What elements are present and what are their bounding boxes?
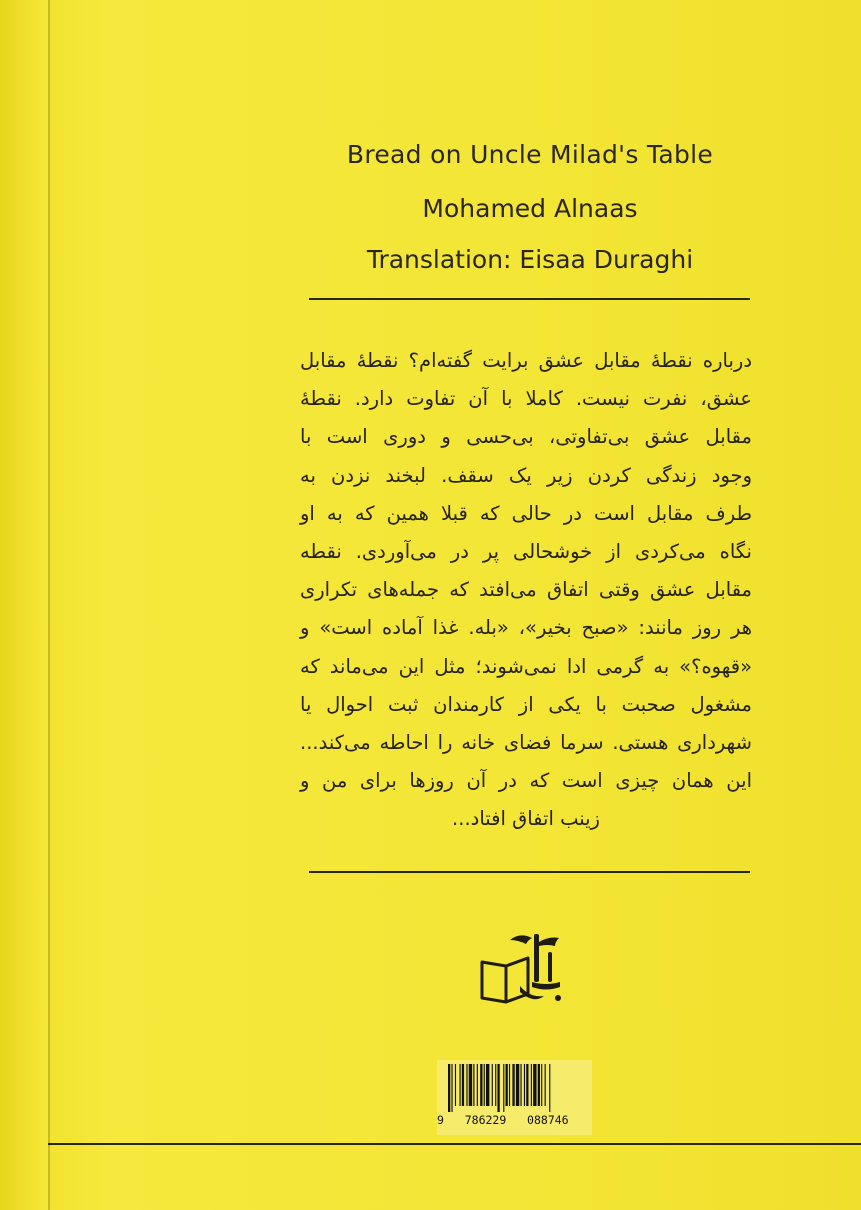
- blurb-line: عشق، نفرت نیست. کاملا با آن تفاوت دارد. نقطهٔ: [300, 387, 752, 411]
- barcode-bar: [462, 1064, 464, 1106]
- barcode-bar: [524, 1064, 525, 1106]
- top-divider: [309, 298, 750, 300]
- barcode-bar: [477, 1064, 478, 1106]
- barcode-bar: [549, 1064, 550, 1112]
- blurb-line: نگاه می‌کردی از خوشحالی پر در می‌آوردی. نقطه: [300, 540, 752, 564]
- author-name: Mohamed Alnaas: [422, 194, 638, 223]
- blurb-line: مشغول صحبت با یکی از کارمندان ثبت احوال یا: [300, 692, 752, 716]
- barcode-digits: [437, 1113, 592, 1127]
- barcode-bar: [484, 1064, 485, 1106]
- barcode-bar: [520, 1064, 521, 1106]
- spine-fold-line: [48, 0, 50, 1210]
- barcode-digit-prefix: 9: [437, 1113, 444, 1127]
- barcode-digits-right: 088746: [527, 1113, 569, 1127]
- blurb-line: مقابل عشق بی‌تفاوتی، بی‌حسی و دوری است با: [300, 425, 752, 449]
- barcode-bar: [503, 1064, 504, 1112]
- barcode-bar: [495, 1064, 496, 1106]
- blurb-text: [300, 342, 752, 839]
- blurb-line: درباره نقطهٔ مقابل عشق برایت گفته‌ام؟ نقطهٔ مقابل: [300, 349, 752, 372]
- blurb-line: «قهوه؟» به گرمی ادا نمی‌شوند؛ مثل این می‌ماند که: [300, 654, 752, 678]
- blurb-line: طرف مقابل است در حالی که قبلا همین که به او: [300, 501, 752, 525]
- isbn-barcode: [437, 1060, 592, 1135]
- open-book-publisher-logo-icon: [476, 928, 568, 1012]
- barcode-bar: [541, 1064, 542, 1106]
- blurb-line: هر روز مانند: «صبح بخیر»، «بله. غذا آماده است» و: [300, 616, 752, 640]
- barcode-bar: [486, 1064, 489, 1106]
- barcode-bar: [526, 1064, 528, 1106]
- translator-credit: Translation: Eisaa Duraghi: [366, 245, 694, 274]
- blurb-line: مقابل عشق وقتی اتفاق می‌افتد که جمله‌های تکراری: [300, 578, 752, 602]
- barcode-bar: [538, 1064, 540, 1106]
- barcode-bar: [512, 1064, 514, 1106]
- cover-bottom-line: [48, 1143, 861, 1145]
- blurb-line: شهرداری هستی. سرما فضای خانه را احاطه می‌کند...: [300, 731, 752, 755]
- barcode-bar: [455, 1064, 456, 1106]
- book-title: Bread on Uncle Milad's Table: [346, 140, 714, 169]
- barcode-bar: [469, 1064, 472, 1106]
- barcode-bar: [533, 1064, 536, 1106]
- barcode-bar: [466, 1064, 467, 1106]
- barcode-bar: [545, 1064, 546, 1106]
- barcode-bar: [506, 1064, 508, 1106]
- blurb-line: وجود زندگی کردن زیر یک سقف. لبخند نزدن به: [300, 463, 752, 487]
- barcode-bar: [451, 1064, 452, 1112]
- barcode-bar: [473, 1064, 474, 1106]
- blurb-line-last: زینب اتفاق افتاد...: [452, 807, 600, 831]
- barcode-bars: [448, 1064, 582, 1112]
- barcode-bar: [516, 1064, 519, 1106]
- barcode-bar: [497, 1064, 499, 1112]
- barcode-bar: [531, 1064, 532, 1106]
- barcode-bar: [448, 1064, 450, 1112]
- barcode-bar: [492, 1064, 493, 1106]
- barcode-bar: [460, 1064, 461, 1106]
- barcode-bar: [480, 1064, 482, 1106]
- barcode-digits-left: 786229: [464, 1113, 507, 1127]
- bottom-divider: [309, 871, 750, 873]
- blurb-line: این همان چیزی است که در آن روزها برای من و: [300, 769, 752, 793]
- spine-edge: [0, 0, 48, 1210]
- barcode-bar: [509, 1064, 510, 1106]
